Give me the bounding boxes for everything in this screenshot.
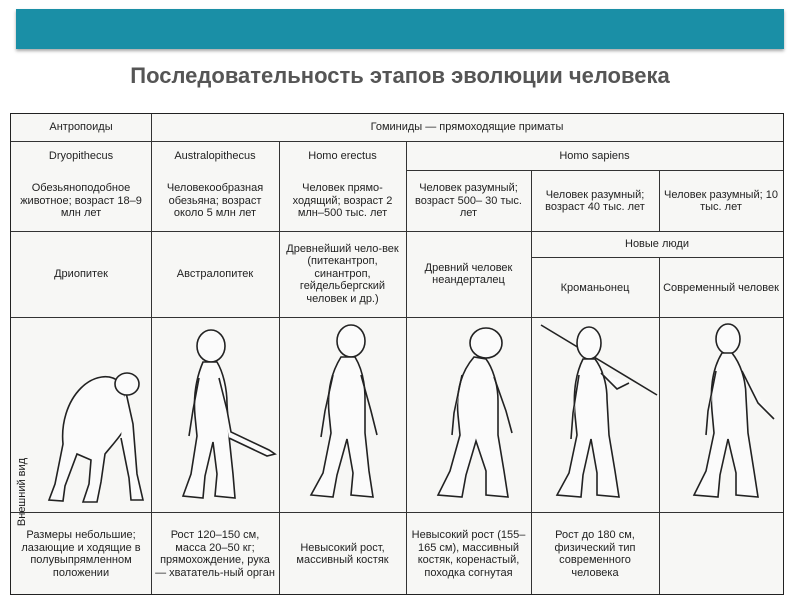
name-neanderthal: Древний человек неандерталец bbox=[424, 261, 513, 286]
latin-homo-sapiens: Homo sapiens bbox=[559, 149, 630, 162]
latin-homo-erectus: Homo erectus bbox=[308, 149, 377, 162]
name-modern: Современный человек bbox=[663, 281, 779, 294]
col-divider bbox=[151, 114, 152, 594]
traits-modern bbox=[663, 516, 779, 592]
desc-dryopithecus: Обезьяноподобное животное; возраст 18–9 млн лет bbox=[20, 182, 142, 220]
appearance-label: Внешний вид bbox=[16, 457, 28, 527]
row-divider bbox=[11, 317, 783, 318]
col-divider bbox=[659, 170, 660, 231]
modern-human-figure bbox=[666, 319, 781, 509]
desc-modern: Человек разумный; 10 тыс. лет bbox=[664, 188, 778, 213]
col-divider bbox=[279, 141, 280, 594]
group-hominids: Гоминиды — прямоходящие приматы bbox=[370, 121, 564, 134]
slide-title: Последовательность этапов эволюции человека bbox=[130, 63, 670, 88]
neanderthal-figure bbox=[416, 319, 528, 509]
desc-australopithecus: Человекообразная обезьяна; возраст около 5 млн лет bbox=[166, 182, 264, 220]
homo-erectus-figure bbox=[291, 319, 401, 509]
traits-australopithecus: Рост 120–150 см, масса 20–50 кг; прямохождение, рука — хвататель-ный орган bbox=[155, 529, 275, 579]
traits-cromagnon: Рост до 180 см, физический тип современного человека bbox=[554, 529, 636, 579]
name-australopithecus: Австралопитек bbox=[176, 267, 254, 280]
latin-dryopithecus: Dryopithecus bbox=[48, 149, 114, 162]
traits-neanderthal: Невысокий рост (155–165 см), массивный костяк, коренастый, походка согнутая bbox=[411, 529, 526, 579]
row-divider bbox=[11, 141, 783, 142]
desc-homo-erectus: Человек прямо-ходящий; возраст 2 млн–500 тыс. лет bbox=[292, 182, 393, 220]
name-homo-erectus: Древнейший чело-век (питекантроп, синантроп, гейдельбергский человек и др.) bbox=[286, 242, 399, 305]
header-banner bbox=[16, 9, 784, 49]
desc-cromagnon: Человек разумный; возраст 40 тыс. лет bbox=[545, 188, 645, 213]
row-divider bbox=[531, 257, 783, 258]
name-dryopithecus: Дриопитек bbox=[54, 267, 108, 280]
desc-neanderthal: Человек разумный; возраст 500– 30 тыс. лет bbox=[415, 182, 522, 220]
evolution-table bbox=[10, 113, 784, 595]
cromagnon-figure bbox=[539, 319, 659, 509]
group-antropoids: Антропоиды bbox=[49, 121, 113, 134]
row-divider bbox=[11, 512, 783, 513]
traits-dryopithecus: Размеры небольшие; лазающие и ходящие в полувыпрямленном положении bbox=[21, 529, 141, 579]
col-divider bbox=[406, 141, 407, 594]
new-people-label: Новые люди bbox=[625, 238, 689, 251]
traits-homo-erectus: Невысокий рост, массивный костяк bbox=[296, 541, 389, 566]
row-divider bbox=[406, 170, 783, 171]
australopithecus-figure bbox=[169, 324, 279, 509]
name-cromagnon: Кроманьонец bbox=[560, 281, 630, 294]
col-divider bbox=[659, 257, 660, 594]
dryopithecus-figure bbox=[33, 354, 149, 509]
latin-australopithecus: Australopithecus bbox=[174, 149, 256, 162]
